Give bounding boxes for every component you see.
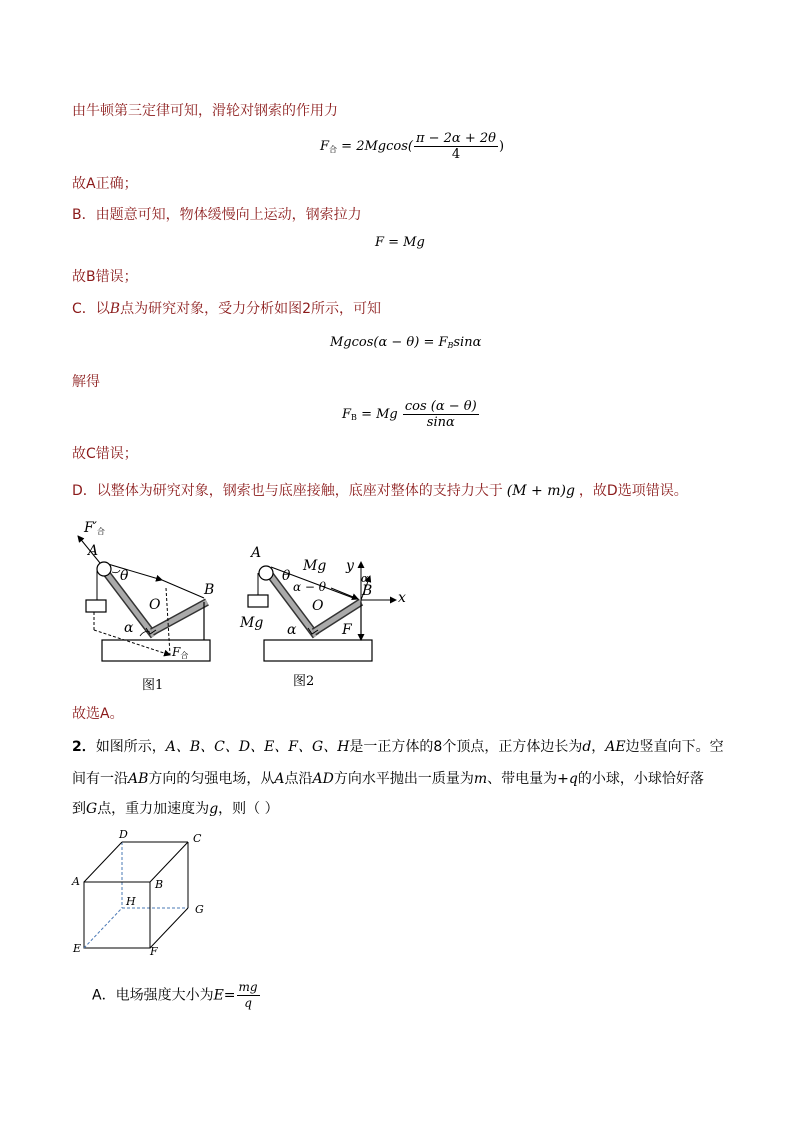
fig2-pulley [259,566,273,580]
cube-label-g: G [195,903,204,916]
fig2-label-a: A [251,545,262,561]
cube-label-h: H [126,895,136,908]
fig2-label-alpha: α [287,622,297,638]
cube-label-c: C [193,832,202,845]
fig2-label-x: x [398,590,406,606]
solution-answer: 故选A。 [72,706,124,722]
solution-line-b-wrong: 故B错误； [72,269,138,285]
fig2-label-f: F [342,622,352,638]
solution-line-1: 由牛顿第三定律可知，滑轮对钢索的作用力 [72,103,338,119]
fig2-label-y: y [346,558,354,574]
cube-label-e: E [73,942,82,955]
fig2-label-theta: θ [282,568,291,584]
option-a[interactable]: A．电场强度大小为E= $\frac{mg}{q}$ [92,980,258,1010]
cube-label-f: F [150,945,158,958]
fig2-label-o: O [312,598,324,614]
solution-line-b: B．由题意可知，物体缓慢向上运动，钢索拉力 [72,207,362,223]
fig1-label-o: O [149,597,161,613]
fig1-label-f-top: $F'_合$ [84,520,105,536]
equation-f-combined: $F_合 = 2Mgcos$( $\frac{\pi - 2\alpha + 2\theta}{4}$ ) [320,131,505,162]
cube-diagram [80,830,210,960]
question-2-line-3: 到G点，重力加速度为g，则（ ） [72,801,279,817]
fig2-label-mg-left: Mg [240,615,264,631]
hanging-mass [86,600,106,612]
cube-label-b: B [155,878,164,891]
fig1-label-f-bottom: $F_合$ [172,645,189,660]
fig1-caption: 图1 [142,678,164,693]
pulley [97,562,111,576]
fig2-label-alpha-small: α [361,572,369,585]
fig2-label-b: B [362,583,373,599]
equation-fb: $F_B = Mg$ $\frac{\cos (\alpha - \theta)}{\sin\alpha}$ [342,399,477,430]
fig2-base-block [264,640,372,661]
solution-line-c: C．以B点为研究对象，受力分析如图2所示，可知 [72,301,381,317]
fig2-hanging-mass [248,595,268,607]
solution-line-d: D．以整体为研究对象，钢索也与底座接触，底座对整体的支持力大于 (M + m)g ，故D选项错误。 [72,483,688,499]
cube-label-a: A [72,875,80,888]
solution-line-solve: 解得 [72,374,100,390]
equation-balance: $Mgcos(\alpha - \theta) = F_B\sin\alpha$ [330,335,482,350]
fig2-label-mg-top: Mg [303,558,327,574]
fig1-label-b: B [204,582,215,598]
fig1-label-theta: θ [120,568,129,584]
fig1-label-a: A [88,543,99,559]
question-2-line-1: 2．如图所示，A、B、C、D、E、F、G、H是一正方体的8个顶点，正方体边长为d，AE边竖直向下。空 [72,739,724,755]
question-2-line-2: 间有一沿AB方向的匀强电场，从A点沿AD方向水平抛出一质量为m、带电量为+q的小球，小球恰好落 [72,771,704,787]
fig2-label-alpha-minus-theta: α − θ [293,580,327,594]
fig2-caption: 图2 [293,674,315,689]
fig1-label-alpha: α [124,620,134,636]
equation-f-mg: F = Mg [375,235,425,250]
solution-line-c-wrong: 故C错误； [72,446,138,462]
solution-line-a-correct: 故A正确； [72,176,138,192]
cube-label-d: D [119,828,128,841]
